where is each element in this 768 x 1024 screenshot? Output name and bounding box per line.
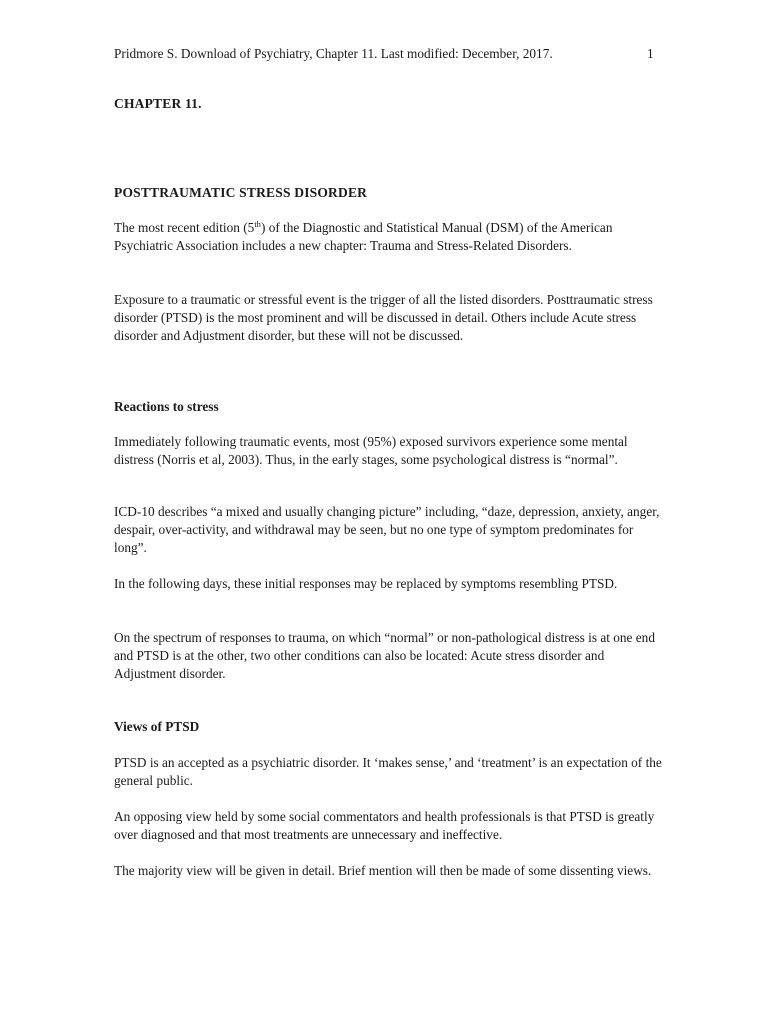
intro-paragraph-2: Exposure to a traumatic or stressful event is the trigger of all the listed disorders. Posttraumatic stress disorder (PTSD) is the most prominent and will be discussed in detail. Others include Acute stress disorder and Adjustment disorder, but these will not be discussed. [114,292,653,343]
section-heading-reactions: Reactions to stress [114,399,219,414]
reactions-paragraph-4: On the spectrum of responses to trauma, on which “normal” or non-pathological distress is at one end and PTSD is at the other, two other conditions can also be located: Acute stress disorder and Adjustment disorder. [114,630,655,681]
reactions-paragraph-1: Immediately following traumatic events, most (95%) exposed survivors experience some mental distress (Norris et al, 2003). Thus, in the early stages, some psychological distress is “normal”. [114,434,628,467]
views-paragraph-2: An opposing view held by some social commentators and health professionals is that PTSD is greatly over diagnosed and that most treatments are unnecessary and ineffective. [114,809,655,842]
running-header: Pridmore S. Download of Psychiatry, Chapter 11. Last modified: December, 2017. [114,46,553,61]
reactions-paragraph-2: ICD-10 describes “a mixed and usually changing picture” including, “daze, depression, anxiety, anger, despair, over-activity, and withdrawal may be seen, but no one type of symptom predominates for long”. [114,504,660,555]
intro-p1-start: The most recent edition (5 [114,220,255,235]
views-paragraph-1: PTSD is an accepted as a psychiatric disorder. It ‘makes sense,’ and ‘treatment’ is an expectation of the general public. [114,755,662,788]
section-heading-views: Views of PTSD [114,719,200,734]
page-number: 1 [647,46,654,61]
chapter-label: CHAPTER 11. [114,96,202,111]
intro-p1-end: ) of the Diagnostic and Statistical Manual (DSM) of the American Psychiatric Association includes a new chapter: Trauma and Stress-Related Disorders. [114,220,613,253]
ordinal-superscript: th [254,219,261,229]
reactions-paragraph-3: In the following days, these initial responses may be replaced by symptoms resembling PTSD. [114,576,618,591]
views-paragraph-3: The majority view will be given in detail. Brief mention will then be made of some dissenting views. [114,863,652,878]
intro-paragraph-1 [114,219,662,255]
chapter-title: POSTTRAUMATIC STRESS DISORDER [114,185,368,200]
